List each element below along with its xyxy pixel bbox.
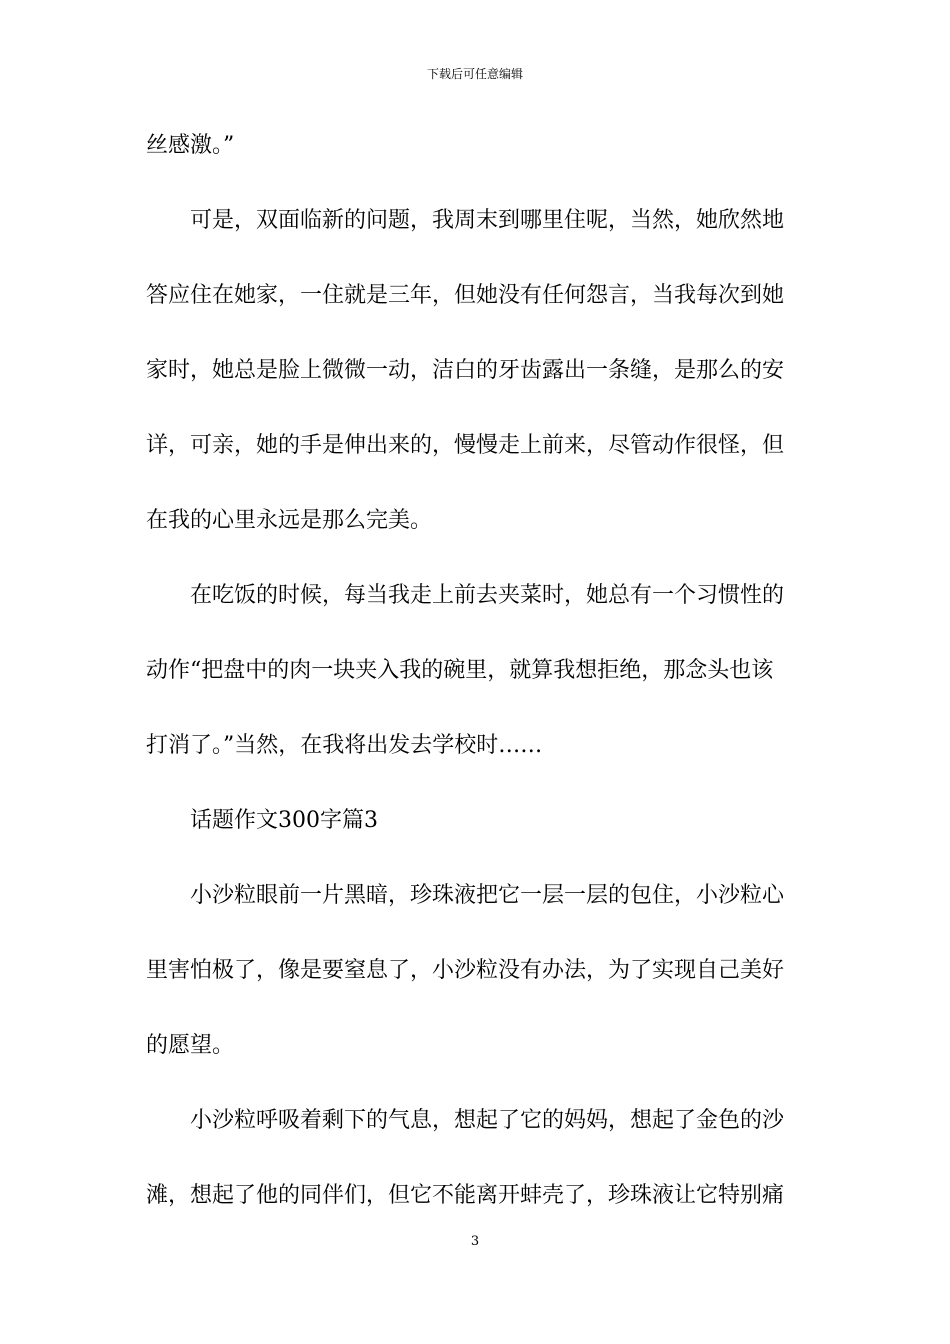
page-number: 3	[470, 1234, 480, 1249]
text-line: 打消了。”当然，在我将出发去学校时……	[146, 733, 543, 758]
text-line: 在我的心里永远是那么完美。	[146, 508, 433, 533]
text-line: 答应住在她家，一住就是三年，但她没有任何怨言，当我每次到她	[146, 283, 785, 308]
text-line: 可是，双面临新的问题，我周末到哪里住呢，当然，她欣然地	[190, 208, 785, 233]
text-line: 动作“把盘中的肉一块夹入我的碗里，就算我想拒绝，那念头也该	[146, 658, 774, 683]
page-header: 下载后可任意编辑	[426, 67, 523, 81]
text-line: 小沙粒眼前一片黑暗，珍珠液把它一层一层的包住，小沙粒心	[190, 883, 785, 908]
text-line: 详，可亲，她的手是伸出来的，慢慢走上前来，尽管动作很怪，但	[146, 433, 785, 458]
text-line: 的愿望。	[146, 1033, 235, 1058]
text-line: 里害怕极了，像是要窒息了，小沙粒没有办法，为了实现自己美好	[146, 958, 785, 983]
text-line: 滩，想起了他的同伴们，但它不能离开蚌壳了，珍珠液让它特别痛	[146, 1183, 785, 1208]
text-line: 小沙粒呼吸着剩下的气息，想起了它的妈妈，想起了金色的沙	[190, 1108, 785, 1133]
text-line: 在吃饭的时候，每当我走上前去夹菜时，她总有一个习惯性的	[190, 583, 785, 608]
text-line: 家时，她总是脸上微微一动，洁白的牙齿露出一条缝，是那么的安	[146, 358, 785, 383]
text-line: 丝感激。”	[146, 133, 235, 158]
document-body	[146, 132, 808, 1257]
section-heading: 话题作文300字篇3	[190, 808, 378, 833]
